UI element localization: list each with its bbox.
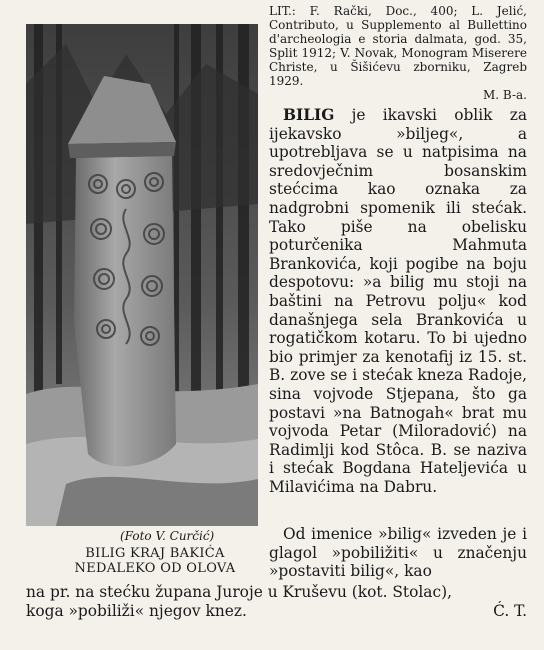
photo-credit: (Foto V. Curčić) (120, 529, 215, 543)
article-author: Ć. T. (493, 601, 527, 620)
photo-illustration (26, 24, 258, 526)
literature-signature: M. B-a. (483, 88, 527, 102)
article-tail-text: Od imenice »bilig« izveden je i glagol »pobiližiti« u značenju »postaviti bilig«, kao (269, 525, 527, 581)
photo-caption (40, 546, 270, 576)
photo-caption-line-1: BILIG KRAJ BAKIĆA (85, 546, 225, 561)
article-full-line-2-row (26, 602, 527, 621)
article-body (269, 106, 527, 496)
article-text: je ikavski oblik za ijekavsko »biljeg«, a upotrebljava se u natpisima na sredovječnim bosanskim stećcima kao oznaka za nadgrobni spomenik ili stećak. Tako piše na obelisku poturčenika Mahmuta Brankovića, koji pogibe na boju despotovu: »a bilig mu stoji na baštini na Petrovu polju« kod današnjega sela Brankovića u rogatičkom kotaru. To bi ujedno bio primjer za kenotafij iz 15. st. B. zove se i stećak kneza Radoje, sina vojvode Stjepana, što ga postavi »na Batnogah« brat mu vojvoda Petar (Miloradović) na Radimlji kod Stôca. B. se naziva i stećak Bogdana Hateljevića u Milavićima na Dabru. (269, 106, 527, 496)
article-continuation (269, 525, 527, 581)
article-headword: BILIG (283, 106, 335, 124)
article-full-line-2: koga »pobiliži« njegov knez. (26, 601, 247, 620)
literature-block (269, 4, 527, 102)
right-column (269, 4, 527, 496)
photo-caption-line-2: NEDALEKO OD OLOVA (74, 561, 236, 576)
bilig-photo (26, 24, 258, 526)
article-full-line-1: na pr. na stećku župana Juroje u Kruševu (kot. Stolac), (26, 583, 452, 601)
article-full-width (26, 583, 527, 620)
literature-text: LIT.: F. Rački, Doc., 400; L. Jelić, Contributo, u Supplemento al Bullettino d'archeologia e storia dalmata, god. 35, Split 1912; V. Novak, Monogram Miserere Christe, u Šišićevu zborniku, Zagreb 1929. (269, 4, 527, 88)
